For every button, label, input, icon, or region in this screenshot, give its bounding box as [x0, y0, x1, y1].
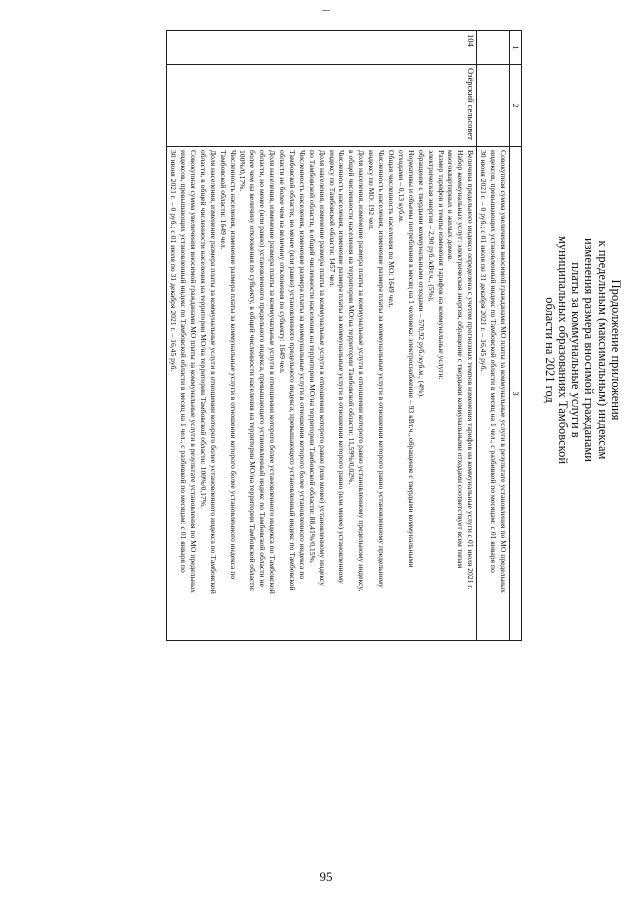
text-line: Тамбовской области: 1649 чел.	[218, 150, 228, 250]
text-line: в общей численности населения на территории МО/на территории Тамбовской области: 11,59%/0,02%.	[347, 150, 357, 485]
row-description	[477, 147, 510, 641]
text-line: Доля населения, изменение размера платы за коммунальные услуги в отношении которого равно (или менее) установленному индексу	[317, 150, 327, 586]
text-line: Совокупная сумма увеличения вносимой гражданами МО платы за коммунальные услуги в результате установления по МО предельных	[188, 150, 198, 593]
page-number: 95	[319, 869, 333, 884]
text-line: Величина предельного индекса определена с учетом прогнозных темпов изменения тарифов на коммунальные услуги с 01 июля 2021 г.	[466, 150, 476, 590]
caption-line: муниципальных образованиях Тамбовской	[555, 235, 570, 465]
caption-line: платы за коммунальные услуги в	[569, 262, 584, 438]
text-line: Доля населения, изменение размера платы за коммунальные услуги в отношении которого равно установленному предельному индексу,	[357, 150, 367, 592]
text-line: Общая численность населения по МО: 1649 чел.	[387, 150, 397, 308]
text-line: более чем на величину отклонения по субъекту, в общей численности населения на территории МО/на территории Тамбовской области:	[248, 150, 258, 592]
empty-cell	[477, 31, 510, 65]
table-row	[477, 31, 510, 641]
text-line: электрическая энергия – 2,90 руб./кВт.ч., (5%);	[426, 150, 436, 302]
indices-table	[166, 30, 522, 641]
text-line: Доля населения, изменение размера платы за коммунальные услуги в отношении которого более установленного индекса по Тамбовской	[208, 150, 218, 594]
text-line: 30 июня 2021 г. – 0 руб.; с 01 июля по 31 декабря 2021 г. – 16,45 руб.	[169, 150, 179, 372]
text-line: по Тамбовской области, в общей численности населения на территории МО/на территории Тамбовской области: 88,41%/0,15%.	[307, 150, 317, 564]
caption-line: к предельным (максимальным) индексам	[595, 240, 610, 460]
text-line: Численность населения, изменение размера платы за коммунальные услуги в отношении которого равно (или менее) установленному	[337, 150, 347, 584]
scan-artifact	[322, 10, 330, 11]
text-line: Совокупная сумма увеличения вносимой гражданами МО платы за коммунальные услуги в результате установления по МО предельных	[499, 150, 508, 593]
table-row	[167, 31, 477, 641]
column-header: 3	[510, 147, 522, 641]
caption-line: Продолжение приложения	[609, 279, 623, 421]
text-line: Численность населения, изменение размера платы за коммунальные услуги в отношении которого равно установленному предельному	[377, 150, 387, 588]
row-description	[167, 147, 477, 641]
text-line: многоквартирных и жилых домов.	[446, 150, 456, 262]
text-line: индексов, превышающих установленный индекс по Тамбовской области в месяц на 1 чел., с разбивкой по месяцам: с 01 января по	[179, 150, 188, 573]
text-line: Численность населения, изменение размера платы за коммунальные услуги в отношении которого более установленного индекса по	[297, 150, 307, 580]
caption-line: области на 2021 год	[542, 297, 557, 403]
text-line: индексов, превышающих установленный индекс по Тамбовской области в месяц на 1 чел., с разбивкой по месяцам: с 01 января по	[489, 150, 499, 573]
text-line: области не более чем на величину отклонения по субъекту: 1649 чел.	[278, 150, 288, 374]
text-line: 30 июня 2021 г. – 0 руб.; с 01 июля по 31 декабря 2021 г. – 16,45 руб.	[479, 150, 489, 372]
column-header: 2	[510, 65, 522, 147]
caption-line: изменения размера вносимой гражданами	[582, 237, 597, 462]
municipality-name: Озёрский сельсовет	[167, 65, 477, 147]
text-line: Тамбовской области, но менее (или равно) установленного предельного индекса, превышающего установленный индекс по Тамбовской	[287, 150, 297, 591]
text-line: Размер тарифов и темпы изменения тарифов на коммунальные услуги:	[436, 150, 446, 380]
text-line: 100%/0,17%.	[238, 150, 248, 192]
text-line: обращение с твердыми коммунальными отходами – 570,92 руб./куб.м., (4%).	[416, 150, 426, 398]
text-line: индексу по МО: 192 чел.	[367, 150, 377, 230]
text-line: Нормативы и объемы потребления в месяц на 1 человека: электроснабжение – 93 кВт.ч., обращение с твердыми коммунальными	[406, 150, 416, 568]
column-header: 1	[510, 31, 522, 65]
appendix-caption	[542, 140, 622, 560]
text-line: индексу по Тамбовской области: 1457 чел.	[327, 150, 337, 288]
empty-cell	[477, 65, 510, 147]
text-line: Набор коммунальных услуг: электрическая энергия, обращение с твердыми коммунальными отходами соответствует всем типам	[456, 150, 466, 569]
text-line: Доля населения, изменение размера платы за коммунальные услуги в отношении которого более установленного индекса по Тамбовской	[268, 150, 278, 594]
text-line: Численность населения, изменение размера платы за коммунальные услуги в отношении которого более установленного индекса по	[228, 150, 238, 580]
text-line: области, в общей численности населения на территории МО/на территории Тамбовской области: 100%/0,17%.	[198, 150, 208, 509]
table-header-row	[510, 31, 522, 641]
row-number: 104	[167, 31, 477, 65]
text-line: отходами – 0,13 куб.м.	[396, 150, 406, 223]
text-line: области, но менее (или равно) установленного предельного индекса, превышающего установленный индекс по Тамбовской области не	[258, 150, 268, 587]
